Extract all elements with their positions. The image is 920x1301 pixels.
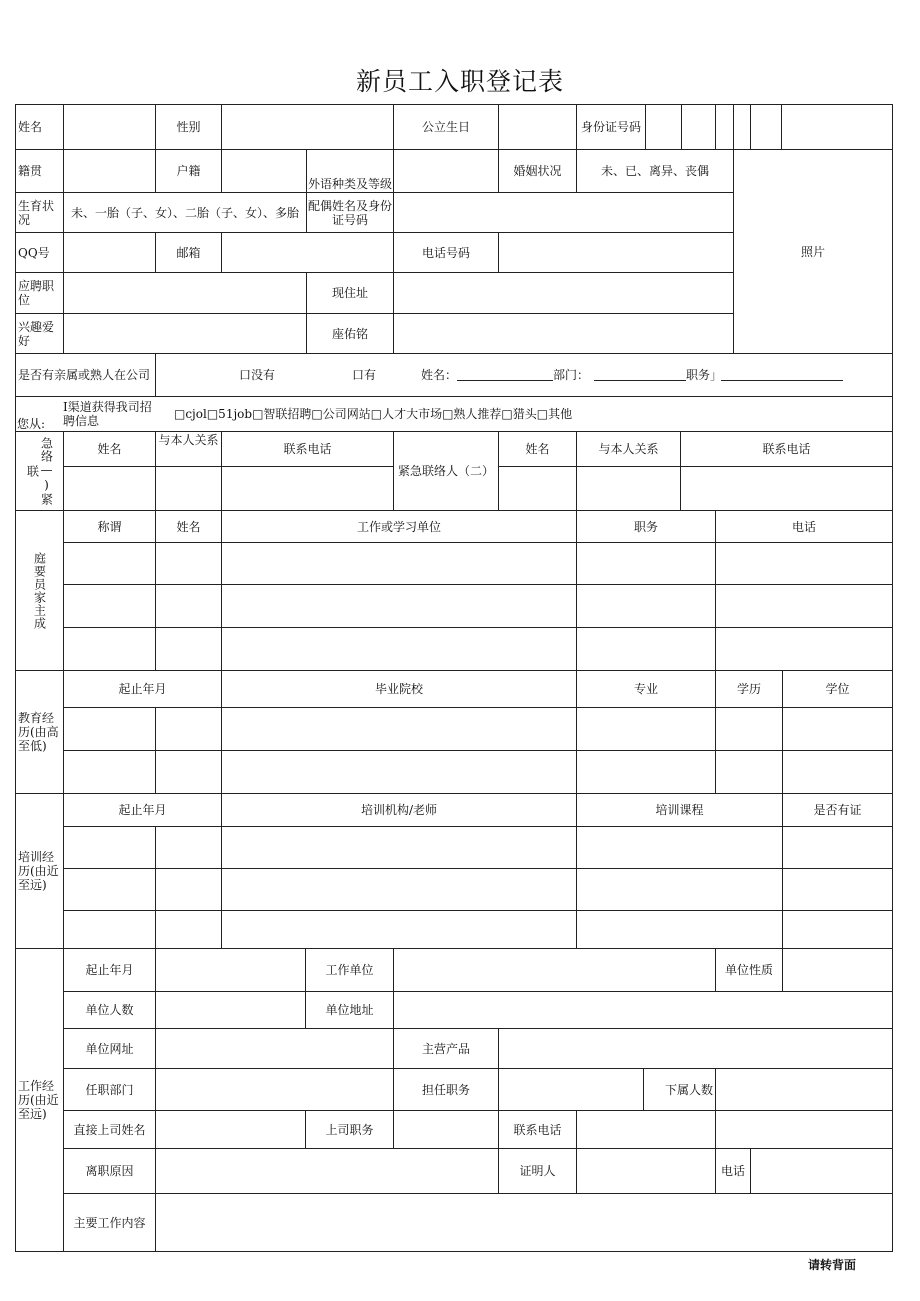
emergency-contact2-label: 紧急联络人（二）	[393, 431, 499, 511]
work-extra-field[interactable]	[715, 1110, 893, 1149]
email-field[interactable]	[221, 232, 394, 273]
work-period-field[interactable]	[155, 948, 306, 992]
table-cell[interactable]	[155, 542, 222, 585]
family-header-employer: 工作或学习单位	[221, 510, 577, 543]
table-cell[interactable]	[63, 707, 156, 751]
hometown-label: 籍贯	[15, 149, 64, 193]
table-cell[interactable]	[63, 750, 156, 794]
work-supervisor-title-label: 上司职务	[305, 1110, 394, 1149]
work-subordinates-label: 下属人数	[643, 1068, 716, 1111]
motto-label: 座佑铭	[306, 313, 394, 354]
table-cell[interactable]	[221, 584, 577, 628]
emergency-section-label: 急络—)紧联	[15, 431, 64, 511]
emergency-relation-field[interactable]	[155, 466, 222, 511]
table-cell[interactable]	[155, 868, 222, 911]
registration-form	[15, 104, 893, 1252]
birthday-label: 公立生日	[393, 104, 499, 150]
position-field[interactable]	[63, 272, 307, 314]
work-products-field[interactable]	[498, 1028, 893, 1069]
language-field[interactable]	[393, 149, 499, 193]
table-cell[interactable]	[221, 826, 577, 869]
emergency-relation2-field[interactable]	[576, 466, 681, 511]
table-cell[interactable]	[155, 826, 222, 869]
work-supervisor-field[interactable]	[155, 1110, 306, 1149]
family-header-position: 职务	[576, 510, 716, 543]
position-label: 应聘职位	[15, 272, 64, 314]
relatives-dept-label: 部门：	[553, 368, 590, 382]
id-label: 身份证号码	[576, 104, 646, 150]
id-digit-cell[interactable]	[715, 104, 734, 150]
table-cell[interactable]	[155, 750, 222, 794]
table-cell[interactable]	[155, 584, 222, 628]
relatives-name-label: 姓名：	[421, 368, 458, 382]
address-label: 现住址	[306, 272, 394, 314]
emergency-phone-field[interactable]	[221, 466, 394, 511]
emergency-name-field[interactable]	[63, 466, 156, 511]
table-cell[interactable]	[715, 627, 893, 671]
work-leave-reason-field[interactable]	[155, 1148, 499, 1194]
hobby-label: 兴趣爱好	[15, 313, 64, 354]
work-supervisor-label: 直接上司姓名	[63, 1110, 156, 1149]
table-cell[interactable]	[715, 707, 783, 751]
training-header-certificate: 是否有证	[782, 793, 893, 827]
work-phone-field[interactable]	[750, 1148, 893, 1194]
education-section-label: 教育经历(由高至低)	[15, 670, 64, 794]
work-department-label: 任职部门	[63, 1068, 156, 1111]
id-digit-cell[interactable]	[645, 104, 682, 150]
table-cell[interactable]	[155, 627, 222, 671]
emergency-name2-header: 姓名	[498, 431, 577, 467]
work-contact-phone-field[interactable]	[576, 1110, 716, 1149]
table-cell[interactable]	[221, 707, 577, 751]
phone-field[interactable]	[498, 232, 734, 273]
relatives-name-input[interactable]	[457, 370, 553, 381]
work-headcount-label: 单位人数	[63, 991, 156, 1029]
work-supervisor-title-field[interactable]	[393, 1110, 499, 1149]
table-cell[interactable]	[155, 910, 222, 949]
work-website-field[interactable]	[155, 1028, 394, 1069]
training-header-course: 培训课程	[576, 793, 783, 827]
name-field[interactable]	[63, 104, 156, 150]
table-cell[interactable]	[576, 627, 716, 671]
table-cell[interactable]	[63, 584, 156, 628]
work-company-type-label: 单位性质	[715, 948, 783, 992]
turn-over-note: 请转背面	[808, 1258, 857, 1272]
motto-field[interactable]	[393, 313, 734, 354]
relatives-yes-checkbox[interactable]: 口有	[352, 368, 377, 382]
photo-box[interactable]: 照片	[733, 149, 893, 354]
emergency-phone2-header: 联系电话	[680, 431, 893, 467]
table-cell[interactable]	[63, 868, 156, 911]
work-contact-phone-label: 联系电话	[498, 1110, 577, 1149]
table-cell[interactable]	[782, 826, 893, 869]
table-cell[interactable]	[782, 707, 893, 751]
table-cell[interactable]	[576, 707, 716, 751]
id-digit-cell[interactable]	[733, 104, 751, 150]
work-subordinates-field[interactable]	[715, 1068, 893, 1111]
table-cell[interactable]	[63, 542, 156, 585]
education-header-degree-level: 学历	[715, 670, 783, 708]
hometown-field[interactable]	[63, 149, 156, 193]
id-digit-cell[interactable]	[750, 104, 782, 150]
qq-label: QQ号	[15, 232, 64, 273]
work-period-label: 起止年月	[63, 948, 156, 992]
gender-field[interactable]	[221, 104, 394, 150]
education-header-school: 毕业院校	[221, 670, 577, 708]
table-cell[interactable]	[576, 868, 783, 911]
emergency-name2-field[interactable]	[498, 466, 577, 511]
table-cell[interactable]	[576, 542, 716, 585]
education-header-period: 起止年月	[63, 670, 222, 708]
table-cell[interactable]	[221, 627, 577, 671]
emergency-phone-header: 联系电话	[221, 431, 394, 467]
work-headcount-field[interactable]	[155, 991, 306, 1029]
relatives-no-checkbox[interactable]: 口没有	[239, 368, 276, 382]
education-header-degree: 学位	[782, 670, 893, 708]
work-reference-label: 证明人	[498, 1148, 577, 1194]
table-cell[interactable]	[576, 584, 716, 628]
emergency-relation-header: 与本人关系	[155, 431, 222, 467]
table-cell[interactable]	[221, 750, 577, 794]
work-address-field[interactable]	[393, 991, 893, 1029]
emergency-phone2-field[interactable]	[680, 466, 893, 511]
work-address-label: 单位地址	[305, 991, 394, 1029]
work-duties-field[interactable]	[155, 1193, 893, 1252]
hobby-field[interactable]	[63, 313, 307, 354]
table-cell[interactable]	[715, 750, 783, 794]
id-digit-cell[interactable]	[681, 104, 716, 150]
family-header-title: 称谓	[63, 510, 156, 543]
relatives-title-label: 职务」	[686, 368, 723, 382]
table-cell[interactable]	[155, 707, 222, 751]
emergency-name-header: 姓名	[63, 431, 156, 467]
table-cell[interactable]	[63, 627, 156, 671]
family-header-name: 姓名	[155, 510, 222, 543]
education-header-major: 专业	[576, 670, 716, 708]
qq-field[interactable]	[63, 232, 156, 273]
table-cell[interactable]	[782, 868, 893, 911]
channel-options[interactable]: □cjol□51job□智联招聘□公司网站□人才大市场□熟人推荐□猎头□其他	[174, 407, 573, 421]
work-role-field[interactable]	[498, 1068, 644, 1111]
relatives-dept-input[interactable]	[594, 370, 686, 381]
family-header-phone: 电话	[715, 510, 893, 543]
fertility-label: 生育状况	[15, 192, 64, 233]
language-label: 外语种类及等级	[306, 149, 394, 193]
marital-options[interactable]: 未、已、离异、丧偶	[576, 149, 734, 193]
work-website-label: 单位网址	[63, 1028, 156, 1069]
table-cell[interactable]	[63, 826, 156, 869]
table-cell[interactable]	[715, 542, 893, 585]
table-cell[interactable]	[576, 910, 783, 949]
table-cell[interactable]	[221, 910, 577, 949]
work-phone-label: 电话	[715, 1148, 751, 1194]
hukou-label: 户籍	[155, 149, 222, 193]
id-digit-cell[interactable]	[781, 104, 893, 150]
work-products-label: 主营产品	[393, 1028, 499, 1069]
table-cell[interactable]	[221, 868, 577, 911]
channel-label: 您从:	[17, 417, 46, 431]
relatives-label: 是否有亲属或熟人在公司	[15, 353, 156, 397]
spouse-field[interactable]	[393, 192, 734, 233]
table-cell[interactable]	[715, 584, 893, 628]
table-cell[interactable]	[782, 910, 893, 949]
work-section-label: 工作经历(由近至远)	[15, 948, 64, 1252]
email-label: 邮箱	[155, 232, 222, 273]
hukou-field[interactable]	[221, 149, 307, 193]
fertility-options[interactable]: 未、一胎（子、女）、二胎（子、女）、多胎	[63, 192, 307, 233]
work-duties-label: 主要工作内容	[63, 1193, 156, 1252]
emergency-relation2-header: 与本人关系	[576, 431, 681, 467]
work-company-label: 工作单位	[305, 948, 394, 992]
table-cell[interactable]	[63, 910, 156, 949]
family-section-label: 庭要员家主成	[15, 510, 64, 671]
table-cell[interactable]	[782, 750, 893, 794]
work-leave-reason-label: 离职原因	[63, 1148, 156, 1194]
address-field[interactable]	[393, 272, 734, 314]
name-label: 姓名	[15, 104, 64, 150]
work-company-field[interactable]	[393, 948, 716, 992]
channel-label-2: I渠道获得我司招聘信息	[63, 400, 152, 428]
work-role-label: 担任职务	[393, 1068, 499, 1111]
table-cell[interactable]	[221, 542, 577, 585]
phone-label: 电话号码	[393, 232, 499, 273]
marital-label: 婚姻状况	[498, 149, 577, 193]
table-cell[interactable]	[576, 750, 716, 794]
training-header-period: 起止年月	[63, 793, 222, 827]
relatives-title-input[interactable]	[721, 370, 843, 381]
birthday-field[interactable]	[498, 104, 577, 150]
work-department-field[interactable]	[155, 1068, 394, 1111]
training-section-label: 培训经历(由近至远)	[15, 793, 64, 949]
training-header-institution: 培训机构/老师	[221, 793, 577, 827]
spouse-label: 配偶姓名及身份证号码	[306, 192, 394, 233]
gender-label: 性别	[155, 104, 222, 150]
form-title: 新员工入职登记表	[355, 67, 564, 96]
work-company-type-field[interactable]	[782, 948, 893, 992]
work-reference-field[interactable]	[576, 1148, 716, 1194]
table-cell[interactable]	[576, 826, 783, 869]
